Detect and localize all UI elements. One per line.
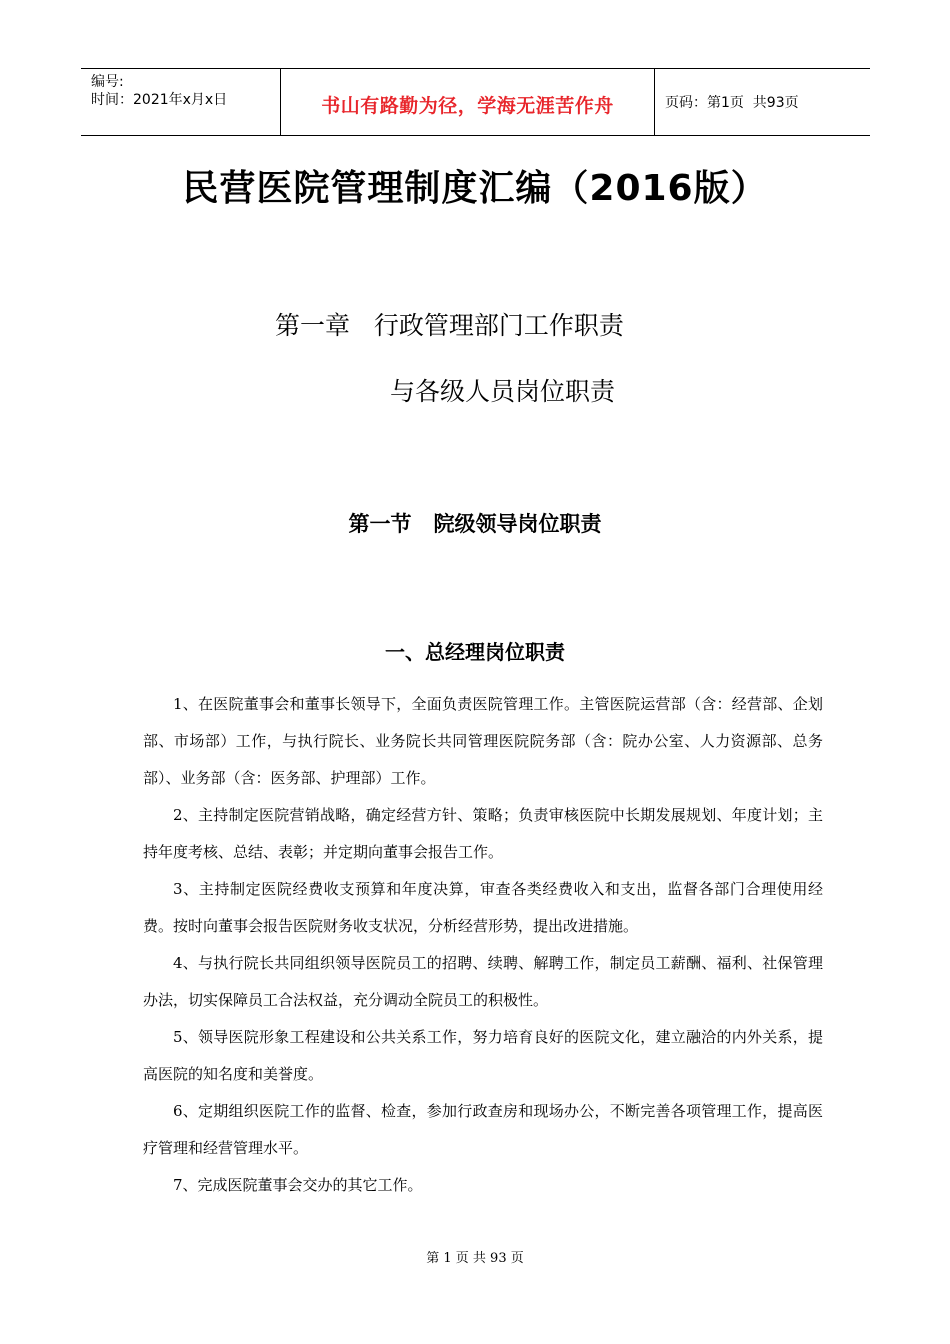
page-footer: 第 1 页 共 93 页	[426, 1251, 524, 1266]
header-motto-cell	[281, 69, 655, 135]
paragraph: 3、主持制定医院经费收支预算和年度决算，审查各类经费收入和支出，监督各部门合理使用经费。按时向董事会报告医院财务收支状况，分析经营形势，提出改进措施。	[143, 880, 823, 935]
page-header	[81, 68, 870, 136]
header-page-cell	[655, 69, 870, 135]
paragraph: 5、领导医院形象工程建设和公共关系工作，努力培育良好的医院文化，建立融洽的内外关系，提高医院的知名度和美誉度。	[143, 1028, 823, 1083]
paragraph: 7、完成医院董事会交办的其它工作。	[173, 1176, 423, 1194]
paragraph: 6、定期组织医院工作的监督、检查，参加行政查房和现场办公，不断完善各项管理工作，提高医疗管理和经营管理水平。	[143, 1102, 823, 1157]
header-page-number: 页码：第1页 共93页	[665, 95, 799, 111]
chapter-heading: 第一章 行政管理部门工作职责	[275, 311, 624, 340]
header-meta-cell	[81, 69, 281, 135]
document-number-label: 编号:	[91, 74, 124, 90]
chapter-subheading: 与各级人员岗位职责	[390, 377, 616, 406]
body-text	[143, 686, 823, 1204]
paragraph: 2、主持制定医院营销战略，确定经营方针、策略；负责审核医院中长期发展规划、年度计划；主持年度考核、总结、表彰；并定期向董事会报告工作。	[143, 806, 823, 861]
section-heading: 第一节 院级领导岗位职责	[348, 512, 602, 536]
subsection-heading: 一、总经理岗位职责	[385, 640, 565, 664]
header-motto: 书山有路勤为径，学海无涯苦作舟	[321, 94, 614, 117]
document-date-label: 时间：2021年x月x日	[91, 92, 228, 108]
paragraph: 1、在医院董事会和董事长领导下，全面负责医院管理工作。主管医院运营部（含：经营部、企划部、市场部）工作，与执行院长、业务院长共同管理医院院务部（含：院办公室、人力资源部、总务部）、业务部（含：医务部、护理部）工作。	[143, 695, 823, 787]
document-title: 民营医院管理制度汇编（2016版）	[182, 168, 768, 209]
paragraph: 4、与执行院长共同组织领导医院员工的招聘、续聘、解聘工作，制定员工薪酬、福利、社保管理办法，切实保障员工合法权益，充分调动全院员工的积极性。	[143, 954, 823, 1009]
